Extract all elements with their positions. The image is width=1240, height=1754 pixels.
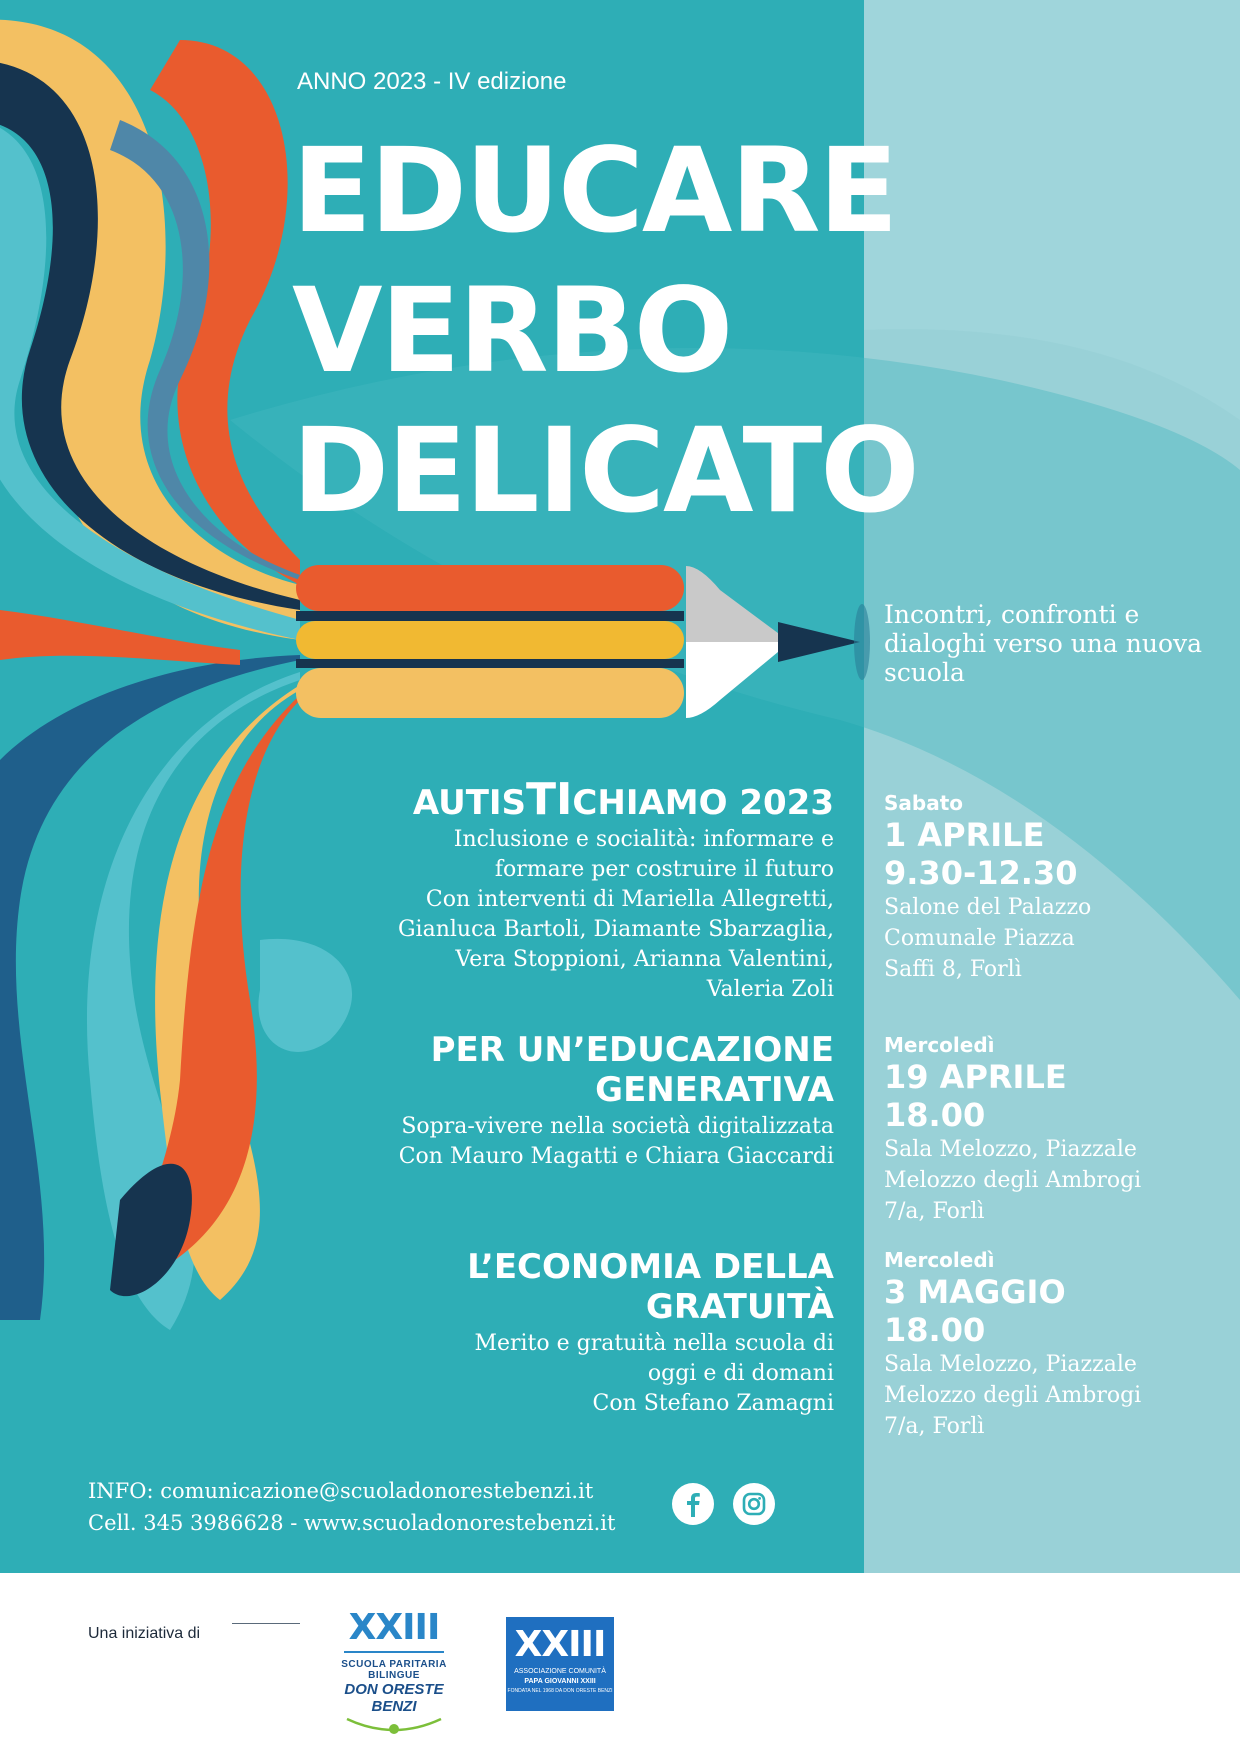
footer-divider bbox=[232, 1623, 300, 1624]
association-logo-line-3: FONDATA NEL 1968 DA DON ORESTE BENZI bbox=[507, 1688, 613, 1694]
tagline: Incontri, confronti e dialoghi verso una nuova scuola bbox=[884, 600, 1203, 687]
contact-phone-website[interactable]: Cell. 345 3986628 - www.scuoladonorestebenzi.it bbox=[88, 1511, 616, 1535]
event-1-day: Sabato bbox=[884, 791, 964, 815]
event-2-place: Sala Melozzo, Piazzale Melozzo degli Ambrogi 7/a, Forlì bbox=[884, 1137, 1142, 1224]
pencil-band-navy bbox=[296, 611, 684, 621]
event-1-schedule bbox=[884, 790, 1234, 985]
initiative-label: Una iniziativa di bbox=[88, 1625, 201, 1642]
event-3-schedule bbox=[884, 1247, 1234, 1442]
event-1-title: AUTISTICHIAMO 2023 bbox=[412, 774, 834, 825]
association-logo-line-1: ASSOCIAZIONE COMUNITÀ bbox=[514, 1668, 606, 1675]
event-3-speakers: Con Stefano Zamagni bbox=[592, 1391, 834, 1416]
event-3-subtitle: Merito e gratuità nella scuola di oggi e di domani bbox=[474, 1331, 834, 1386]
title-line-3: DELICATO bbox=[292, 402, 918, 539]
footer bbox=[0, 1573, 1240, 1754]
school-logo-mark: XXIII bbox=[348, 1607, 440, 1648]
ribbon-orange bbox=[150, 40, 300, 585]
school-logo-line-2: DON ORESTE BENZI bbox=[344, 1681, 444, 1715]
event-1-speakers: Con interventi di Mariella Allegretti, Gianluca Bartoli, Diamante Sbarzaglia, Vera Stoppioni, Arianna Valentini, Valeria Zoli bbox=[397, 887, 834, 1002]
contact-email[interactable]: INFO: comunicazione@scuoladonorestebenzi.it bbox=[88, 1479, 594, 1503]
title-line-2: VERBO bbox=[292, 262, 732, 399]
title-line-1: EDUCARE bbox=[292, 122, 897, 259]
edition-label: ANNO 2023 - IV edizione bbox=[297, 68, 567, 95]
event-2-title: PER UN’EDUCAZIONE GENERATIVA bbox=[430, 1030, 834, 1110]
school-logo-swoosh bbox=[339, 1715, 449, 1741]
event-2-time: 18.00 bbox=[884, 1096, 986, 1134]
association-logo[interactable] bbox=[506, 1617, 614, 1711]
pencil-lead-shadow bbox=[854, 604, 870, 680]
ribbon-teal-curl bbox=[258, 939, 352, 1052]
pencil-band-orange bbox=[296, 565, 684, 611]
event-1-time: 9.30-12.30 bbox=[884, 854, 1078, 892]
pencil-band-yellow bbox=[296, 621, 684, 659]
event-1-subtitle: Inclusione e socialità: informare e formare per costruire il futuro bbox=[453, 827, 834, 882]
event-3-description bbox=[374, 1247, 834, 1419]
pencil-band-navy-2 bbox=[296, 659, 684, 668]
event-2-day: Mercoledì bbox=[884, 1033, 995, 1057]
association-logo-mark: XXIII bbox=[514, 1624, 606, 1665]
ribbon-orange-left bbox=[0, 610, 240, 665]
event-3-date: 3 MAGGIO bbox=[884, 1273, 1066, 1311]
event-2-date: 19 APRILE bbox=[884, 1058, 1067, 1096]
event-2-description bbox=[374, 1030, 834, 1172]
event-3-place: Sala Melozzo, Piazzale Melozzo degli Ambrogi 7/a, Forlì bbox=[884, 1352, 1142, 1439]
school-logo-rule bbox=[344, 1651, 444, 1653]
pencil-band-light-yellow bbox=[296, 668, 684, 718]
event-2-subtitle: Sopra-vivere nella società digitalizzata bbox=[401, 1114, 834, 1139]
event-3-time: 18.00 bbox=[884, 1311, 986, 1349]
school-logo[interactable] bbox=[320, 1609, 468, 1745]
school-logo-line-1: SCUOLA PARITARIA BILINGUE bbox=[341, 1659, 447, 1681]
event-3-day: Mercoledì bbox=[884, 1248, 995, 1272]
event-1-place: Salone del Palazzo Comunale Piazza Saffi 8, Forlì bbox=[884, 895, 1092, 982]
event-3-title: L’ECONOMIA DELLA GRATUITÀ bbox=[467, 1247, 834, 1327]
facebook-icon[interactable] bbox=[672, 1483, 714, 1525]
association-logo-line-2: PAPA GIOVANNI XXIII bbox=[524, 1678, 596, 1685]
event-1-date: 1 APRILE bbox=[884, 816, 1045, 854]
instagram-icon[interactable] bbox=[733, 1483, 775, 1525]
event-1-description bbox=[374, 774, 834, 1005]
event-2-speakers: Con Mauro Magatti e Chiara Giaccardi bbox=[398, 1144, 834, 1169]
event-2-schedule bbox=[884, 1032, 1234, 1227]
contact-info bbox=[88, 1475, 615, 1539]
